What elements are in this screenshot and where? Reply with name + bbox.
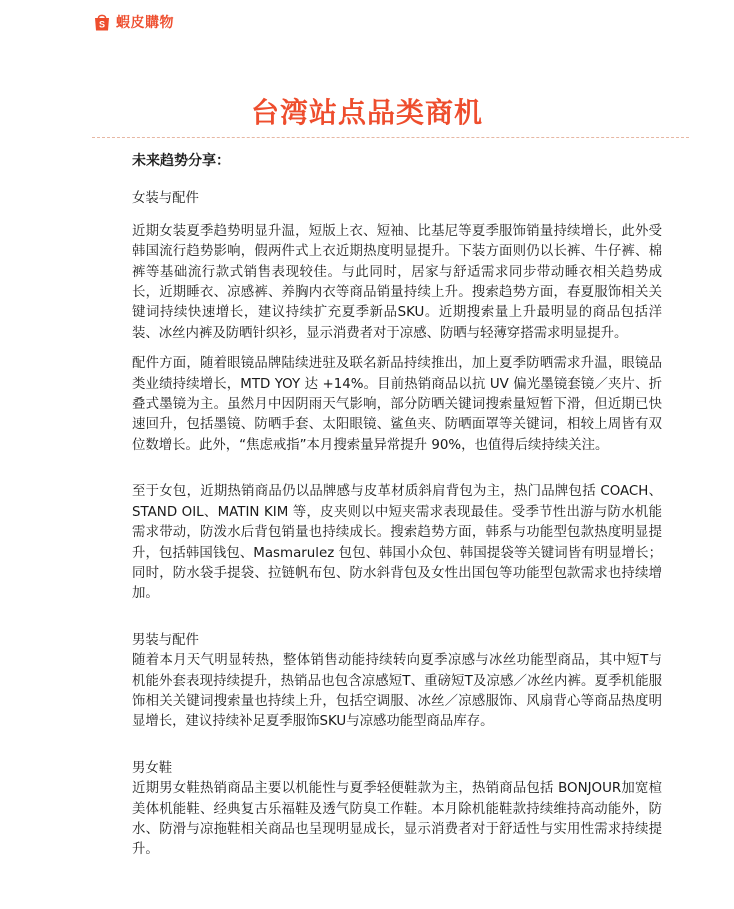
svg-text:S: S — [98, 19, 106, 30]
document-body — [132, 151, 662, 871]
page-title: 台湾站点品类商机 — [250, 96, 483, 129]
subtitle: 未来趋势分享： — [132, 153, 230, 169]
brand-logo — [92, 12, 174, 32]
section-heading-womens-apparel: 女装与配件 — [132, 191, 199, 207]
brand-name: 蝦皮購物 — [116, 15, 174, 31]
title-divider — [92, 137, 689, 138]
paragraph-mens-apparel: 随着本月天气明显转热，整体销售动能持续转向夏季凉感与冰丝功能型商品，其中短T与机能外套表现持续提升，热销品也包含凉感短T、重磅短T及凉感／冰丝内裤。夏季机能服饰相关关键词搜索量也持续上升，包括空调服、冰丝／凉感服饰、风扇背心等商品热度明显增长，建议持续补足夏季服饰SKU与凉感功能型商品库存。 — [132, 653, 662, 730]
paragraph-womens-bags: 至于女包，近期热销商品仍以品牌感与皮革材质斜肩背包为主，热门品牌包括 COACH、STAND OIL、MATIN KIM 等，皮夹则以中短夹需求表现最佳。受季节性出游与防水机能需求带动，防泼水后背包销量也持续成长。搜索趋势方面，韩系与功能型包款热度明显提升，包括韩国钱包、Masmarulez 包包、韩国小众包、韩国提袋等关键词皆有明显增长；同时，防水袋手提袋、拉链帆布包、防水斜背包及女性出国包等功能型包款需求也持续增加。 — [132, 484, 662, 602]
section-heading-mens-apparel: 男装与配件 — [132, 632, 199, 648]
paragraph-shoes: 近期男女鞋热销商品主要以机能性与夏季轻便鞋款为主，热销商品包括 BONJOUR加宽楦美体机能鞋、经典复古乐福鞋及透气防臭工作鞋。本月除机能鞋款持续维持高动能外，防水、防滑与凉拖鞋相关商品也呈现明显成长，显示消费者对于舒适性与实用性需求持续提升。 — [132, 781, 662, 858]
shopping-bag-icon — [92, 12, 112, 32]
paragraph-womens-apparel: 近期女装夏季趋势明显升温，短版上衣、短袖、比基尼等夏季服饰销量持续增长，此外受韩国流行趋势影响，假两件式上衣近期热度明显提升。下装方面则仍以长裤、牛仔裤、棉裤等基础流行款式销售表现较佳。与此同时，居家与舒适需求同步带动睡衣相关趋势成长，近期睡衣、凉感裤、养胸内衣等商品销量持续上升。搜索趋势方面，春夏服饰相关关键词持续快速增长，建议持续扩充夏季新品SKU。近期搜索量上升最明显的商品包括洋装、冰丝内裤及防晒针织衫，显示消费者对于凉感、防晒与轻薄穿搭需求明显提升。 — [132, 223, 662, 341]
section-heading-shoes: 男女鞋 — [132, 760, 173, 776]
paragraph-accessories: 配件方面，随着眼镜品牌陆续进驻及联名新品持续推出，加上夏季防晒需求升温，眼镜品类业绩持续增长，MTD YOY 达 +14%。目前热销商品以抗 UV 偏光墨镜套镜／夹片、折叠式墨镜为主。虽然月中因阴雨天气影响，部分防晒关键词搜索量短暂下滑，但近期已快速回升，包括墨镜、防晒手套、太阳眼镜、鲨鱼夹、防晒面罩等关键词，相较上周皆有双位数增长。此外，“焦虑戒指”本月搜索量异常提升 90%，也值得后续持续关注。 — [132, 356, 662, 453]
